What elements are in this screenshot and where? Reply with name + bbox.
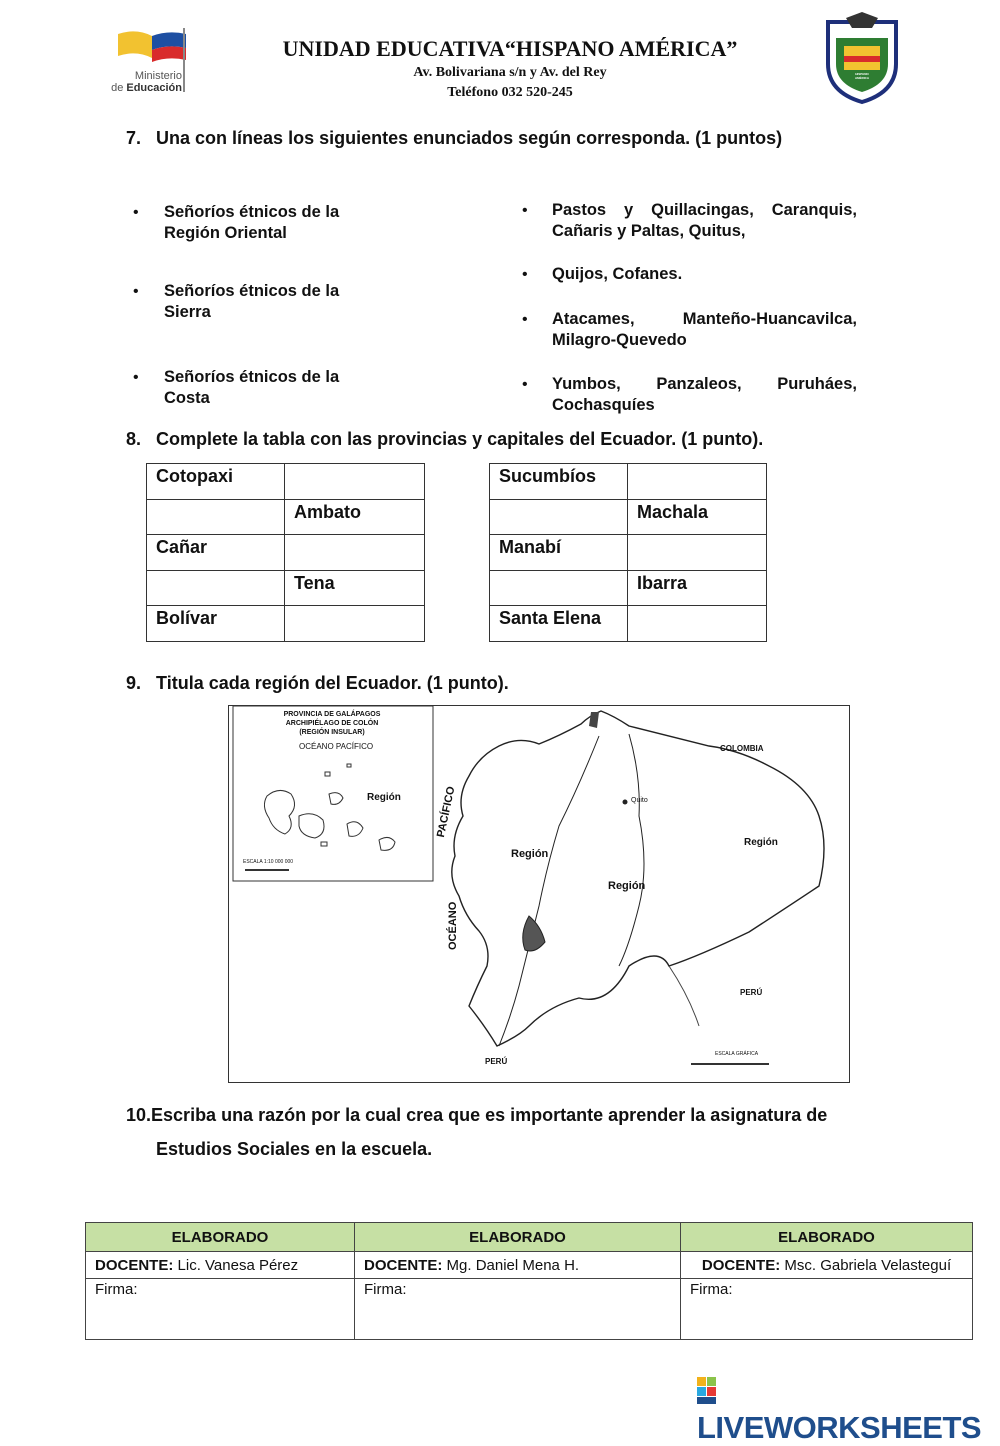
firma-cell[interactable]: Firma: [86, 1279, 355, 1340]
inset-scale-label: ESCALA 1:10 000 000 [243, 859, 294, 865]
q10-number: 10. [126, 1105, 152, 1125]
province-cell: Sucumbíos [490, 464, 628, 500]
capital-cell: Ambato [285, 499, 425, 535]
q8-number: 8. [126, 429, 142, 449]
provinces-table-left [146, 463, 425, 642]
ocean-pacifico-label: PACÍFICO [435, 785, 458, 839]
capital-cell[interactable] [285, 606, 425, 642]
liveworksheets-text: LIVEWORKSHEETS [697, 1410, 982, 1445]
inset-ocean-label: OCÉANO PACÍFICO [299, 742, 374, 751]
ecuador-map [228, 705, 850, 1083]
colombia-label: COLOMBIA [720, 744, 764, 753]
q7-left-item-line: Señoríos étnicos de la [164, 203, 340, 221]
capital-cell[interactable] [628, 535, 767, 571]
docente-name: Lic. Vanesa Pérez [177, 1256, 299, 1274]
province-cell: Manabí [490, 535, 628, 571]
firma-cell[interactable]: Firma: [355, 1279, 681, 1340]
q7-number: 7. [126, 128, 142, 148]
q7-right-item[interactable] [552, 309, 857, 351]
table-row [86, 1279, 973, 1340]
province-cell: Cotopaxi [147, 464, 285, 500]
q7-right-item[interactable] [552, 200, 857, 242]
q7-right-item-line: Atacames, Manteño-Huancavilca, [552, 310, 857, 328]
elaborado-header: ELABORADO [681, 1223, 973, 1252]
q7-right-item[interactable] [552, 264, 857, 285]
q9-text: Titula cada región del Ecuador. (1 punto). [156, 673, 509, 693]
scale-label: ESCALA GRÁFICA [715, 1051, 759, 1057]
table-row [147, 570, 425, 606]
quito-label: Quito [631, 797, 648, 804]
q7-left-item-line: Región Oriental [164, 224, 287, 242]
q7-right-item-line: Cochasquíes [552, 396, 655, 414]
ministry-flag-icon [116, 28, 188, 68]
ministry-line1: Ministerio [134, 70, 182, 82]
q7-left-item-line: Costa [164, 389, 210, 407]
docente-label: DOCENTE: [95, 1256, 174, 1274]
table-row [86, 1252, 973, 1279]
q7-right-item[interactable] [552, 374, 857, 416]
peru-east-label: PERÚ [740, 988, 763, 997]
table-row [147, 499, 425, 535]
capital-cell: Tena [285, 570, 425, 606]
inset-region-label[interactable]: Región [367, 792, 401, 803]
crest-shield-icon [822, 12, 902, 104]
capital-cell[interactable] [285, 464, 425, 500]
crest-text: HISPANO AMÉRICA [855, 72, 869, 80]
province-cell: Cañar [147, 535, 285, 571]
capital-cell[interactable] [628, 464, 767, 500]
q7-right-item-line: Milagro-Quevedo [552, 331, 687, 349]
region-east-label[interactable]: Región [744, 837, 778, 848]
table-row [147, 535, 425, 571]
school-name: UNIDAD EDUCATIVA“HISPANO AMÉRICA” [282, 36, 738, 61]
table-row [490, 570, 767, 606]
capital-cell[interactable] [285, 535, 425, 571]
elaborado-header: ELABORADO [355, 1223, 681, 1252]
docente-label: DOCENTE: [701, 1256, 781, 1274]
q7-left-item[interactable] [164, 281, 394, 323]
province-cell: Santa Elena [490, 606, 628, 642]
q7-right-item-line: Pastos y Quillacingas, Caranquis, [552, 201, 857, 219]
school-crest [822, 12, 902, 104]
ocean-oceano-label: OCÉANO [447, 901, 459, 950]
q7-right-item-line: Quijos, Cofanes. [552, 265, 683, 283]
ministry-line2-prefix: de [111, 82, 127, 94]
capital-cell: Ibarra [628, 570, 767, 606]
q9-number: 9. [126, 673, 142, 693]
q7-right-item-line: Yumbos, Panzaleos, Puruháes, [552, 375, 857, 393]
table-row [490, 535, 767, 571]
table-row [147, 606, 425, 642]
school-address: Av. Bolivariana s/n y Av. del Rey [413, 65, 607, 80]
docente-name: Msc. Gabriela Velasteguí [784, 1256, 952, 1274]
q7-text: Una con líneas los siguientes enunciados según corresponda. (1 puntos) [156, 128, 783, 148]
inset-title-3: (REGIÓN INSULAR) [299, 729, 365, 736]
table-row [147, 464, 425, 500]
elaborado-header: ELABORADO [86, 1223, 355, 1252]
q10-text-line1: Escriba una razón por la cual crea que es importante aprender la asignatura de [151, 1105, 828, 1125]
province-cell[interactable] [490, 570, 628, 606]
province-cell[interactable] [147, 499, 285, 535]
provinces-table-right [489, 463, 767, 642]
ministry-logo [110, 28, 195, 96]
liveworksheets-logo[interactable] [697, 1374, 1000, 1446]
q10-text-line2: Estudios Sociales en la escuela. [156, 1139, 433, 1159]
province-cell[interactable] [147, 570, 285, 606]
capital-cell: Machala [628, 499, 767, 535]
q7-left-item[interactable] [164, 367, 394, 409]
region-sierra-label[interactable]: Región [608, 880, 646, 892]
ministry-line2-bold: Educación [126, 82, 182, 94]
table-row [490, 499, 767, 535]
capital-cell[interactable] [628, 606, 767, 642]
firma-cell[interactable]: Firma: [681, 1279, 973, 1340]
signature-table [85, 1222, 973, 1340]
school-phone: Teléfono 032 520-245 [447, 85, 573, 100]
region-coast-label[interactable]: Región [511, 848, 549, 860]
q7-left-item-line: Señoríos étnicos de la [164, 282, 340, 300]
q7-left-item-line: Sierra [164, 303, 211, 321]
q7-left-item-line: Señoríos étnicos de la [164, 368, 340, 386]
docente-label: DOCENTE: [364, 1256, 443, 1274]
q8-text: Complete la tabla con las provincias y capitales del Ecuador. (1 punto). [156, 429, 764, 449]
province-cell: Bolívar [147, 606, 285, 642]
table-row [86, 1223, 973, 1252]
docente-name: Mg. Daniel Mena H. [446, 1256, 580, 1274]
province-cell[interactable] [490, 499, 628, 535]
table-row [490, 606, 767, 642]
ecuador-map-drawing [229, 706, 849, 1082]
inset-title-2: ARCHIPIÉLAGO DE COLÓN [285, 720, 379, 727]
inset-title-1: PROVINCIA DE GALÁPAGOS [283, 711, 381, 718]
q7-right-item-line: Cañaris y Paltas, Quitus, [552, 222, 746, 240]
q7-left-item[interactable] [164, 202, 394, 244]
lws-badge-icon [697, 1377, 717, 1405]
table-row [490, 464, 767, 500]
peru-south-label: PERÚ [485, 1057, 508, 1066]
